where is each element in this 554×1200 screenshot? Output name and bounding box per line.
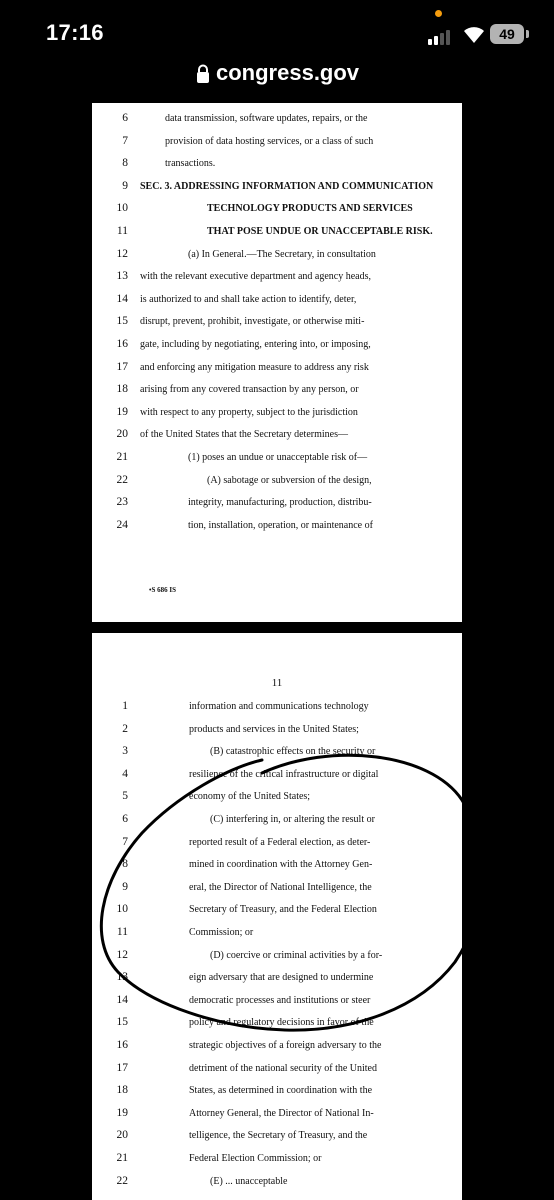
line-text: is authorized to and shall take action to identify, deter, bbox=[140, 293, 357, 305]
line-text: of the United States that the Secretary determines— bbox=[140, 429, 348, 441]
line-number: 3 bbox=[122, 745, 128, 758]
line-number: 12 bbox=[116, 948, 128, 961]
line-text: gate, including by negotiating, entering into, or imposing, bbox=[140, 339, 371, 350]
line-number: 11 bbox=[116, 926, 128, 938]
line-number: 20 bbox=[116, 428, 128, 441]
line-number: 17 bbox=[116, 1061, 128, 1074]
line-number: 22 bbox=[116, 1174, 128, 1187]
line-number: 13 bbox=[116, 270, 128, 283]
line-number: 18 bbox=[116, 1084, 128, 1097]
line-text: THAT POSE UNDUE OR UNACCEPTABLE RISK. bbox=[207, 226, 433, 237]
line-number: 7 bbox=[122, 835, 128, 848]
document-page-2 bbox=[92, 633, 462, 1200]
line-text: disrupt, prevent, prohibit, investigate, or otherwise miti- bbox=[140, 316, 365, 328]
line-text: with respect to any property, subject to the jurisdiction bbox=[140, 406, 358, 418]
battery-icon bbox=[490, 24, 524, 44]
line-text: (a) In General.—The Secretary, in consultation bbox=[188, 248, 376, 260]
line-text: TECHNOLOGY PRODUCTS AND SERVICES bbox=[207, 203, 413, 215]
line-text: economy of the United States; bbox=[189, 791, 311, 803]
page-number: 11 bbox=[271, 677, 283, 689]
line-number: 10 bbox=[116, 903, 128, 916]
line-number: 11 bbox=[116, 225, 128, 237]
line-text: reported result of a Federal election, as deter- bbox=[189, 836, 371, 848]
line-text: (C) interfering in, or altering the result or bbox=[210, 814, 375, 825]
line-text: eign adversary that are designed to undermine bbox=[189, 972, 374, 984]
line-number: 8 bbox=[122, 858, 128, 871]
line-text: (D) coercive or criminal activities by a for- bbox=[210, 949, 383, 961]
line-number: 8 bbox=[122, 157, 128, 170]
line-number: 23 bbox=[116, 496, 128, 509]
wifi-icon bbox=[462, 24, 486, 44]
line-number: 1 bbox=[122, 700, 128, 712]
line-text: democratic processes and institutions or steer bbox=[189, 994, 371, 1006]
lock-icon bbox=[196, 64, 210, 84]
line-text: provision of data hosting services, or a class of such bbox=[165, 135, 374, 147]
status-time: 17:16 bbox=[46, 20, 104, 45]
line-text: Federal Election Commission; or bbox=[189, 1153, 322, 1164]
privacy-indicator-dot bbox=[435, 10, 442, 17]
line-text: eral, the Director of National Intelligence, the bbox=[189, 881, 372, 893]
line-number: 6 bbox=[122, 813, 128, 825]
status-bar bbox=[0, 0, 554, 60]
line-text: SEC. 3. ADDRESSING INFORMATION AND COMMUNICATION bbox=[140, 180, 434, 192]
line-number: 15 bbox=[116, 315, 128, 328]
line-number: 20 bbox=[116, 1129, 128, 1142]
line-number: 9 bbox=[122, 880, 128, 893]
line-number: 21 bbox=[116, 451, 128, 463]
line-number: 4 bbox=[122, 767, 128, 780]
document-page-1 bbox=[92, 103, 462, 622]
line-text: Secretary of Treasury, and the Federal Election bbox=[189, 904, 377, 916]
bill-footer: •S 686 IS bbox=[149, 586, 176, 594]
line-number: 24 bbox=[116, 518, 128, 531]
line-number: 5 bbox=[122, 790, 128, 803]
line-text: transactions. bbox=[165, 158, 216, 170]
line-number: 19 bbox=[116, 1106, 128, 1119]
line-text: with the relevant executive department and agency heads, bbox=[140, 271, 372, 283]
line-text: products and services in the United States; bbox=[189, 723, 359, 735]
line-number: 14 bbox=[116, 993, 128, 1006]
url-text: congress.gov bbox=[216, 60, 360, 85]
line-text: States, as determined in coordination with the bbox=[189, 1085, 373, 1097]
line-number: 17 bbox=[116, 360, 128, 373]
line-text: tion, installation, operation, or maintenance of bbox=[188, 519, 373, 531]
line-text: arising from any covered transaction by any person, or bbox=[140, 384, 359, 396]
line-text: Commission; or bbox=[189, 927, 254, 938]
battery-level: 49 bbox=[499, 26, 515, 42]
line-text: (1) poses an undue or unacceptable risk of— bbox=[188, 452, 368, 463]
line-text: information and communications technology bbox=[189, 701, 369, 712]
line-text: policy and regulatory decisions in favor of the bbox=[189, 1017, 374, 1029]
line-text: strategic objectives of a foreign adversary to the bbox=[189, 1040, 382, 1051]
line-text: and enforcing any mitigation measure to address any risk bbox=[140, 361, 369, 373]
cellular-signal-icon bbox=[428, 27, 456, 45]
line-text: telligence, the Secretary of Treasury, and the bbox=[189, 1130, 368, 1142]
line-number: 10 bbox=[116, 202, 128, 215]
line-number: 19 bbox=[116, 405, 128, 418]
battery-cap bbox=[526, 30, 529, 38]
line-text: (B) catastrophic effects on the security or bbox=[210, 746, 376, 758]
line-number: 21 bbox=[116, 1152, 128, 1164]
browser-url-bar[interactable] bbox=[0, 58, 554, 92]
line-number: 13 bbox=[116, 971, 128, 984]
line-text: (E) ... unacceptable bbox=[210, 1175, 288, 1187]
line-number: 9 bbox=[122, 179, 128, 192]
line-text: integrity, manufacturing, production, distribu- bbox=[188, 497, 372, 509]
line-number: 6 bbox=[122, 112, 128, 124]
line-number: 22 bbox=[116, 473, 128, 486]
line-text: detriment of the national security of the United bbox=[189, 1062, 377, 1074]
line-text: data transmission, software updates, repairs, or the bbox=[165, 113, 368, 124]
line-text: (A) sabotage or subversion of the design, bbox=[207, 474, 372, 486]
line-number: 16 bbox=[116, 1039, 128, 1051]
line-number: 12 bbox=[116, 247, 128, 260]
line-text: mined in coordination with the Attorney Gen- bbox=[189, 859, 373, 871]
line-text: Attorney General, the Director of National In- bbox=[189, 1107, 374, 1119]
line-number: 7 bbox=[122, 134, 128, 147]
line-number: 2 bbox=[122, 722, 128, 735]
line-number: 15 bbox=[116, 1016, 128, 1029]
line-number: 18 bbox=[116, 383, 128, 396]
line-number: 14 bbox=[116, 292, 128, 305]
line-number: 16 bbox=[116, 338, 128, 350]
line-text: resilience of the critical infrastructure or digital bbox=[189, 768, 379, 780]
